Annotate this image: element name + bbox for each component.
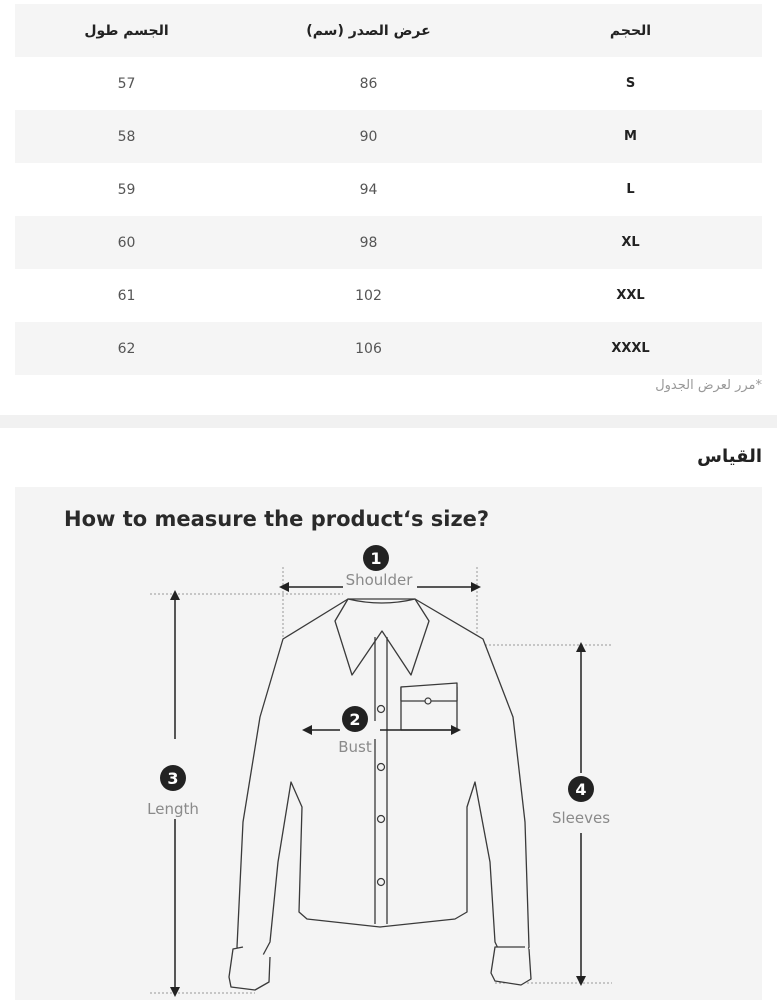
scroll-hint: *مرر لعرض الجدول bbox=[655, 378, 762, 393]
size-cell: XXL bbox=[499, 269, 762, 322]
bust-number: 2 bbox=[349, 710, 361, 729]
measurement-guide-image bbox=[15, 487, 762, 1000]
sleeves-label: Sleeves bbox=[551, 809, 611, 827]
header-length: الجسم طول bbox=[15, 4, 238, 57]
table-header-row bbox=[15, 4, 762, 57]
size-table-container[interactable] bbox=[15, 4, 762, 375]
shirt-measure-diagram bbox=[15, 487, 762, 1000]
length-label: Length bbox=[147, 800, 199, 818]
measure-section-title: القياس bbox=[697, 446, 762, 467]
size-cell: XL bbox=[499, 216, 762, 269]
table-row bbox=[15, 322, 762, 375]
size-cell: XXXL bbox=[499, 322, 762, 375]
length-cell: 58 bbox=[15, 110, 238, 163]
table-row bbox=[15, 57, 762, 110]
sleeves-number: 4 bbox=[575, 780, 587, 799]
bust-label: Bust bbox=[338, 738, 372, 756]
bust-cell: 94 bbox=[238, 163, 499, 216]
length-number: 3 bbox=[167, 769, 179, 788]
bust-cell: 86 bbox=[238, 57, 499, 110]
size-table bbox=[15, 4, 762, 375]
bust-cell: 98 bbox=[238, 216, 499, 269]
length-cell: 61 bbox=[15, 269, 238, 322]
diagram-title: How to measure the product‘s size? bbox=[64, 507, 490, 531]
shoulder-number: 1 bbox=[370, 549, 382, 568]
table-row bbox=[15, 163, 762, 216]
shirt-outline bbox=[229, 599, 531, 990]
bust-cell: 102 bbox=[238, 269, 499, 322]
section-divider bbox=[0, 415, 777, 428]
length-cell: 62 bbox=[15, 322, 238, 375]
bust-cell: 90 bbox=[238, 110, 499, 163]
header-size: الحجم bbox=[499, 4, 762, 57]
bust-cell: 106 bbox=[238, 322, 499, 375]
table-row bbox=[15, 216, 762, 269]
length-cell: 60 bbox=[15, 216, 238, 269]
shoulder-label: Shoulder bbox=[345, 571, 413, 589]
size-cell: M bbox=[499, 110, 762, 163]
header-bust: عرض الصدر (سم) bbox=[238, 4, 499, 57]
length-cell: 57 bbox=[15, 57, 238, 110]
size-cell: S bbox=[499, 57, 762, 110]
length-cell: 59 bbox=[15, 163, 238, 216]
size-cell: L bbox=[499, 163, 762, 216]
table-row bbox=[15, 269, 762, 322]
table-row bbox=[15, 110, 762, 163]
